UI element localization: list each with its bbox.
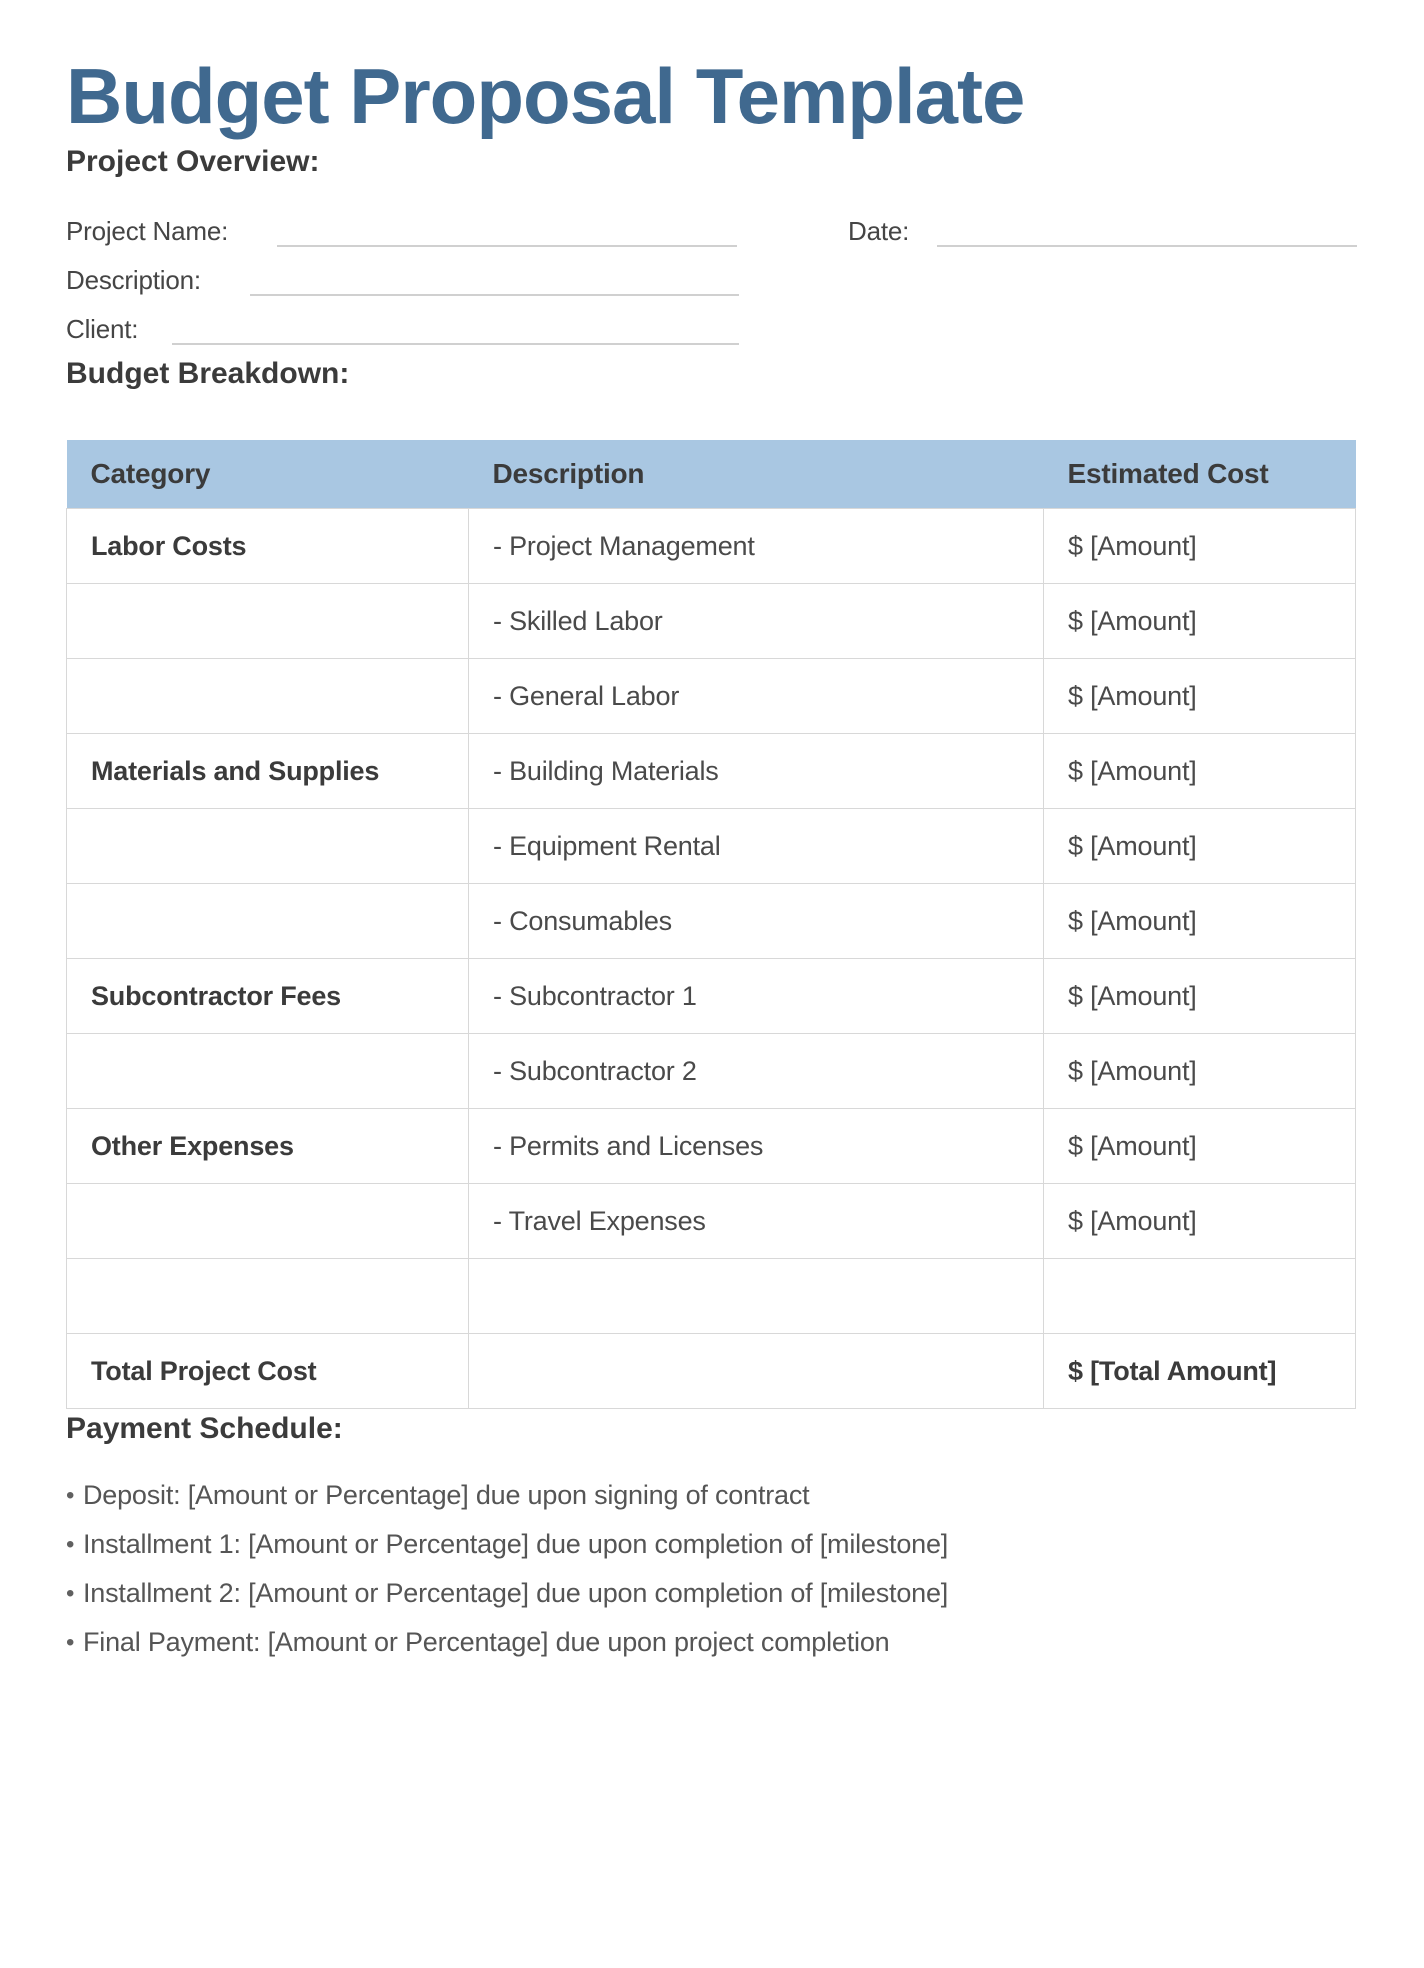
date-field-line[interactable] (937, 213, 1357, 247)
table-row (67, 734, 1356, 809)
cell-category: Subcontractor Fees (67, 959, 469, 1034)
cell-description (469, 1334, 1044, 1409)
cell-category: Labor Costs (67, 509, 469, 584)
cell-description: - Project Management (469, 509, 1044, 584)
table-row (67, 959, 1356, 1034)
list-item-text: Installment 1: [Amount or Percentage] due upon completion of [milestone] (83, 1529, 949, 1559)
table-row (67, 1034, 1356, 1109)
cell-cost: $ [Amount] (1044, 1034, 1356, 1109)
client-label: Client: (66, 314, 139, 344)
table-row (67, 884, 1356, 959)
list-item-text: Installment 2: [Amount or Percentage] due upon completion of [milestone] (83, 1578, 949, 1608)
cell-cost-total: $ [Total Amount] (1044, 1334, 1356, 1409)
budget-table (66, 440, 1356, 1409)
cell-category (67, 659, 469, 734)
list-item-text: Final Payment: [Amount or Percentage] due upon project completion (83, 1627, 890, 1657)
cell-description: - Building Materials (469, 734, 1044, 809)
project-overview-form (66, 207, 1358, 354)
cell-description: - Consumables (469, 884, 1044, 959)
cell-category (67, 1184, 469, 1259)
table-row-total (67, 1334, 1356, 1409)
page-title: Budget Proposal Template (66, 52, 1025, 140)
cell-description: - Skilled Labor (469, 584, 1044, 659)
cell-cost: $ [Amount] (1044, 1184, 1356, 1259)
client-field-line[interactable] (172, 311, 739, 345)
list-item-installment-1 (66, 1520, 1358, 1569)
cell-description: - General Labor (469, 659, 1044, 734)
form-row-client (66, 305, 1358, 354)
cell-cost: $ [Amount] (1044, 1109, 1356, 1184)
column-header-category: Category (67, 440, 469, 509)
budget-breakdown-heading: Budget Breakdown: (66, 357, 350, 390)
table-row-empty (67, 1259, 1356, 1334)
date-label: Date: (848, 216, 910, 246)
table-row (67, 509, 1356, 584)
form-row-project-name-date (66, 207, 1358, 256)
payment-schedule-list (66, 1471, 1358, 1667)
bullet-icon: • (66, 1482, 75, 1509)
cell-cost: $ [Amount] (1044, 509, 1356, 584)
cell-description: - Permits and Licenses (469, 1109, 1044, 1184)
table-row (67, 809, 1356, 884)
list-item-text: Deposit: [Amount or Percentage] due upon signing of contract (83, 1480, 810, 1510)
list-item-deposit (66, 1471, 1358, 1520)
cell-cost: $ [Amount] (1044, 584, 1356, 659)
payment-schedule-heading: Payment Schedule: (66, 1412, 343, 1445)
cell-cost: $ [Amount] (1044, 884, 1356, 959)
cell-description: - Subcontractor 1 (469, 959, 1044, 1034)
cell-category (67, 1259, 469, 1334)
bullet-icon: • (66, 1629, 75, 1656)
cell-description: - Travel Expenses (469, 1184, 1044, 1259)
table-row (67, 1109, 1356, 1184)
bullet-icon: • (66, 1580, 75, 1607)
cell-category (67, 809, 469, 884)
form-row-description (66, 256, 1358, 305)
cell-category-total: Total Project Cost (67, 1334, 469, 1409)
cell-category: Other Expenses (67, 1109, 469, 1184)
column-header-estimated-cost: Estimated Cost (1044, 440, 1356, 509)
cell-category (67, 884, 469, 959)
cell-cost: $ [Amount] (1044, 809, 1356, 884)
cell-description: - Subcontractor 2 (469, 1034, 1044, 1109)
cell-description: - Equipment Rental (469, 809, 1044, 884)
column-header-description: Description (469, 440, 1044, 509)
description-field-line[interactable] (250, 262, 739, 296)
table-row (67, 659, 1356, 734)
list-item-installment-2 (66, 1569, 1358, 1618)
project-name-label: Project Name: (66, 216, 229, 246)
description-label: Description: (66, 265, 201, 295)
cell-description (469, 1259, 1044, 1334)
cell-cost: $ [Amount] (1044, 659, 1356, 734)
cell-category (67, 584, 469, 659)
list-item-final-payment (66, 1618, 1358, 1667)
cell-cost: $ [Amount] (1044, 734, 1356, 809)
bullet-icon: • (66, 1531, 75, 1558)
table-row (67, 1184, 1356, 1259)
cell-category: Materials and Supplies (67, 734, 469, 809)
project-name-field-line[interactable] (277, 213, 737, 247)
cell-category (67, 1034, 469, 1109)
table-row (67, 584, 1356, 659)
table-header-row (67, 440, 1356, 509)
project-overview-heading: Project Overview: (66, 145, 320, 178)
cell-cost: $ [Amount] (1044, 959, 1356, 1034)
cell-cost (1044, 1259, 1356, 1334)
